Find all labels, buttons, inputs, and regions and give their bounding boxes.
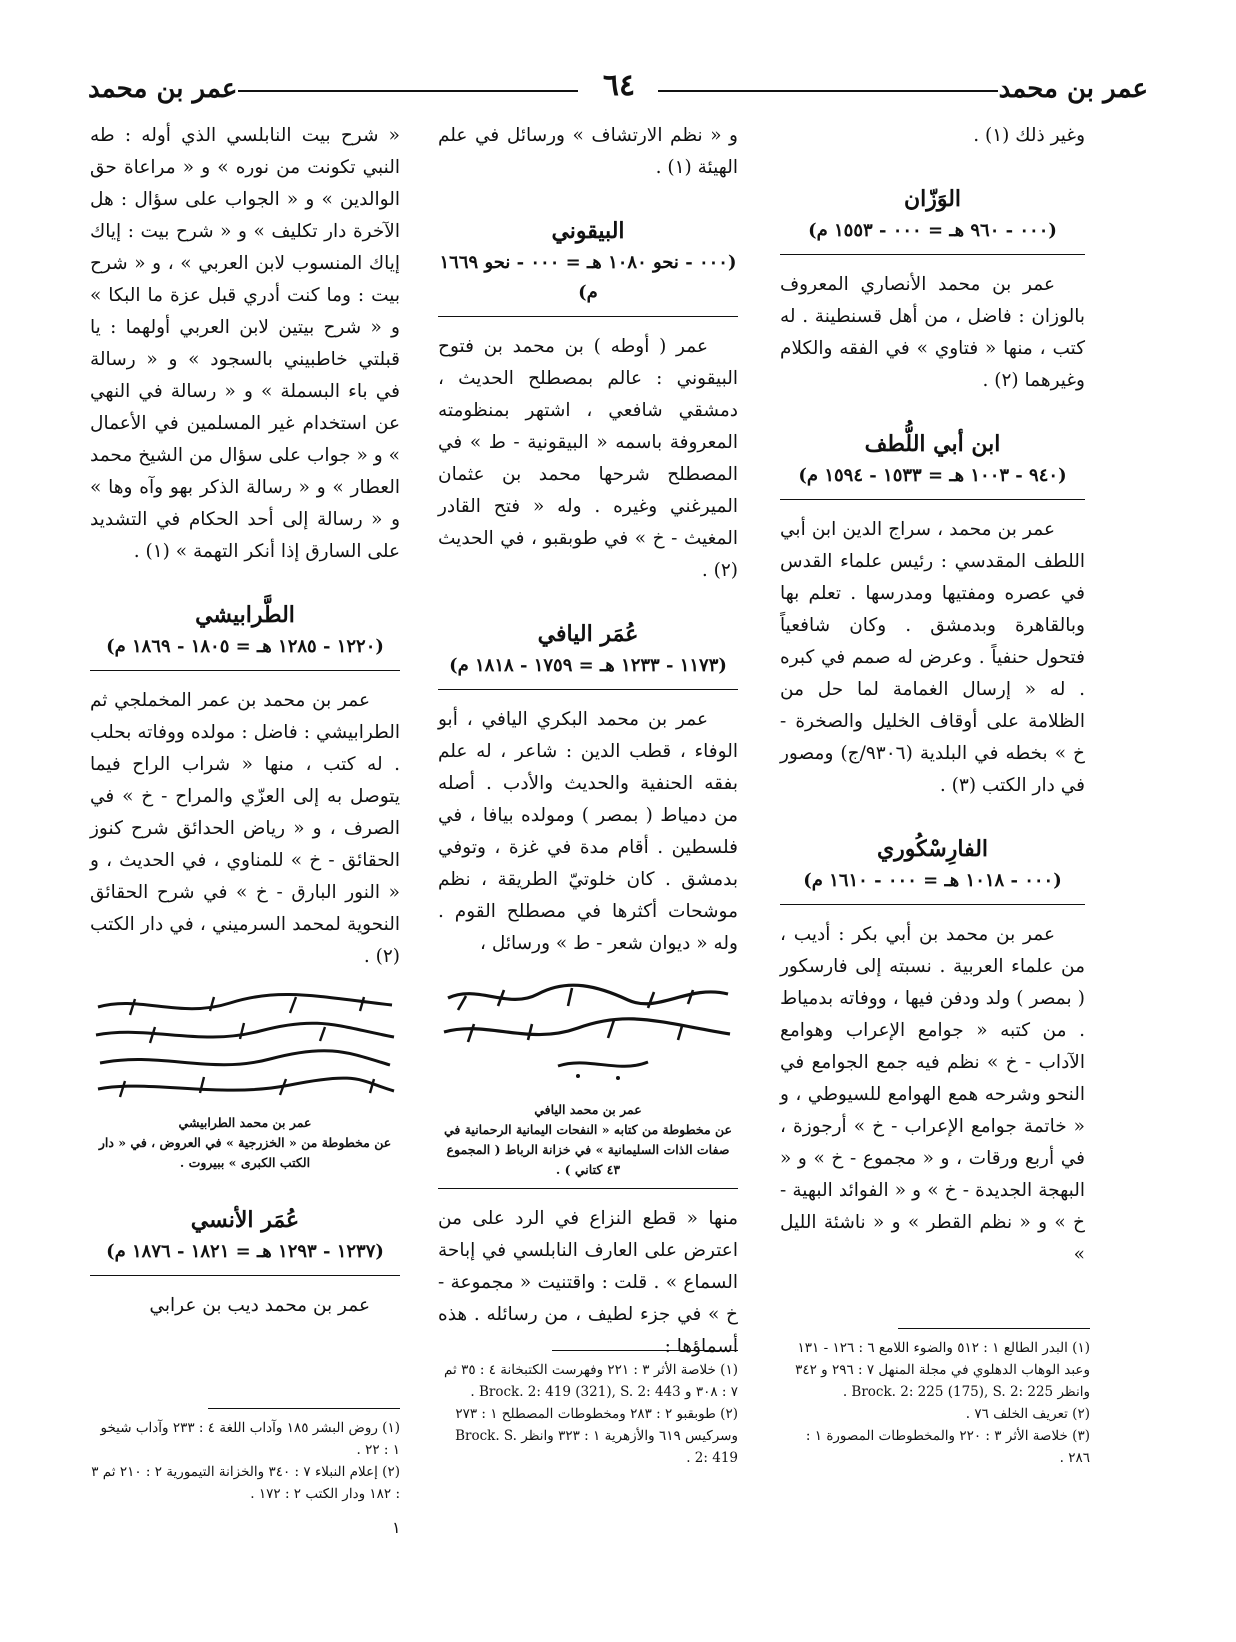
footnote-rule [208,1408,400,1409]
entry-dates: (١٢٣٧ - ١٢٩٣ هـ = ١٨٢١ - ١٨٧٦ م) [106,1241,384,1262]
header-rule-right [658,90,998,92]
entry-divider [90,1275,400,1276]
entry-body: عمر بن محمد ديب بن عرابي [149,1295,370,1316]
entry-dates: (٠٠٠ - نحو ١٠٨٠ هـ = ٠٠٠ - نحو ١٦٦٩ م) [439,252,737,303]
footnote: (٣) خلاصة الأثر ٣ : ٢٢٠ والمخطوطات المصورة ١ : ٢٨٦ . [805,1428,1090,1466]
handwriting-image [90,989,400,1105]
signature-mark: ١ [392,1518,401,1537]
entry-divider [90,670,400,671]
entry-dates: (٩٤٠ - ١٠٠٣ هـ = ١٥٣٣ - ١٥٩٤ م) [798,465,1067,486]
footnote: (١) روض البشر ١٨٥ وآداب اللغة ٤ : ٢٣٣ وآداب شيخو ١ : ٢٢ . [100,1420,400,1458]
page-number: ٦٤ [602,68,636,103]
footnotes-right [780,1328,1090,1469]
footnote: (٢) طوبقبو ٢ : ٢٨٣ ومخطوطات المصطلح ١ : ٢٧٣ وسركيس ٦١٩ والأزهرية ١ : ٣٢٣ وانظر Brock. S. 2: 419 . [455,1406,738,1466]
running-title-right: عمر بن محمد [998,74,1148,104]
handwriting-image [438,976,738,1092]
footnote: (٢) إعلام النبلاء ٧ : ٣٤٠ والخزانة التيمورية ٢ : ٢١٠ ثم ٣ : ١٨٢ ودار الكتب ٢ : ١٧٢ . [91,1464,400,1502]
entry-dates: (٠٠٠ - ١٠١٨ هـ = ٠٠٠ - ١٦١٠ م) [803,870,1062,891]
entry-divider [438,689,738,690]
entry-dates: (٠٠٠ - ٩٦٠ هـ = ٠٠٠ - ١٥٥٣ م) [808,220,1057,241]
running-title-left: عمر بن محمد [88,74,238,104]
entry-divider [780,499,1085,500]
footnote: (١) البدر الطالع ١ : ٥١٢ والضوء اللامع ٦ : ١٢٦ - ١٣١ وعبد الوهاب الدهلوي في مجلة المنهل ٧ : ٢٩٦ و ٣٤٢ وانظر Brock. 2: 225 (175), S. 2: 225 . [795,1340,1090,1400]
footnote: (٢) تعريف الخلف ٧٦ . [965,1406,1090,1422]
manuscript-caption-source: عن مخطوطة من كتابه « النفحات اليمانية الرحمانية في صفات الذات السليمانية » في خزانة الرباط ( المجموع ٤٣ كتاني ) . [443,1122,732,1177]
manuscript-facsimile [438,976,738,1092]
column-middle [438,120,738,1363]
entry-title: البيقوني [551,218,625,244]
manuscript-caption-name: عمر بن محمد الطرابيشي [178,1115,312,1130]
entry-divider [438,316,738,317]
entry-body: عمر بن محمد بن أبي بكر : أديب ، من علماء العربية . نسبته إلى فارسكور ( بمصر ) ولد ودفن فيها ، ووفاته بدمياط . من كتبه « جوامع الإعراب وهوامع الآداب - خ » نظم فيه جمع الجوامع في النحو وشرحه همع الهوامع للسيوطي ، و « خاتمة جوامع الإعراب - خ » أرجوزة ، في أربع ورقات ، و « مجموع - خ » و « البهجة الجديدة - خ » و « الفوائد البهية - خ » و « نظم القطر » و « ناشئة الليل » [780,924,1085,1265]
entry-title: عُمَر الأنسي [190,1207,300,1233]
manuscript-caption-name: عمر بن محمد اليافي [534,1102,642,1117]
page-header [88,68,1148,108]
header-rule-left [238,90,578,92]
entry-title: عُمَر اليافي [537,621,639,647]
column-intro: وغير ذلك (١) . [973,125,1085,146]
footnote-rule [898,1328,1090,1329]
manuscript-facsimile [90,989,400,1105]
footnote: (١) خلاصة الأثر ٣ : ٢٢١ وفهرست الكتبخانة ٤ : ٣٥ ثم ٧ : ٣٠٨ و Brock. 2: 419 (321), S. 2: 443 . [444,1362,738,1400]
entry-body: عمر ( أوطه ) بن محمد بن فتوح البيقوني : عالم بمصطلح الحديث ، دمشقي شافعي ، اشتهر بمنظومته المعروفة باسمه « البيقونية - ط » في المصطلح شرحها محمد بن عثمان الميرغني وغيره . وله « فتح القادر المغيث - خ » في طوبقبو ، في الحديث (٢) . [438,336,738,581]
entry-body: عمر بن محمد البكري اليافي ، أبو الوفاء ، قطب الدين : شاعر ، له علم بفقه الحنفية والحديث والأدب . أصله من دمياط ( بمصر ) ومولده بيافا ، في فلسطين . أقام مدة في غزة ، وتوفي بدمشق . كان خلوتيّ الطريقة ، نظم موشحات أكثرها في مصطلح القوم . وله « ديوان شعر - ط » ورسائل ، [438,709,738,954]
entry-divider [780,254,1085,255]
entry-dates: (١١٧٣ - ١٢٣٣ هـ = ١٧٥٩ - ١٨١٨ م) [449,655,727,676]
entry-divider [780,904,1085,905]
entry-title: ابن أبي اللُّطف [864,431,1001,457]
entry-body: عمر بن محمد الأنصاري المعروف بالوزان : فاضل ، من أهل قسنطينة . له كتب ، منها « فتاوي » في الفقه والكلام وغيرهما (٢) . [780,274,1085,391]
entry-body: عمر بن محمد بن عمر المخملجي ثم الطرابيشي : فاضل : مولده ووفاته بحلب . له كتب ، منها « شراب الراح فيما يتوصل به إلى العزّي والمراح - خ » في الصرف ، و « رياض الحدائق شرح كنوز الحقائق - خ » للمناوي ، في الحديث ، و « النور البارق - خ » في شرح الحقائق النحوية لمحمد السرميني ، في دار الكتب (٢) . [90,690,400,967]
entry-body-continued: منها « قطع النزاع في الرد على من اعترض على العارف النابلسي في إباحة السماع » . قلت : واقتنيت « مجموعة - خ » في جزء لطيف ، من رسائله . هذه أسماؤها : [438,1208,738,1357]
footnotes-left [90,1408,400,1505]
entry-title: الطَّرابيشي [195,602,295,628]
column-left [90,120,400,1322]
entry-title: الفارِسْكُوري [876,836,989,862]
footnote-rule [552,1350,738,1351]
entry-title: الوَزّان [903,186,962,212]
column-intro: « شرح بيت النابلسي الذي أوله : طه النبي تكونت من نوره » و « مراعاة حق الوالدين » و « الجواب على سؤال : هل الآخرة دار تكليف » و « شرح بيت : إياك إياك المنسوب لابن العربي » ، و « شرح بيت : وما كنت أدري قبل عزة ما البكا » و « شرح بيتين لابن العربي أولهما : يا قبلتي خاطبيني بالسجود » و « رسالة في باء البسملة » و « رسالة في النهي عن استخدام غير المسلمين في الأعمال » و « جواب على سؤال من الشيخ محمد العطار » و « رسالة الذكر بهو وآه وها » و « رسالة إلى أحد الحكام في التشديد على السارق إذا أنكر التهمة » (١) . [90,125,400,562]
entry-dates: (١٢٢٠ - ١٢٨٥ هـ = ١٨٠٥ - ١٨٦٩ م) [106,636,384,657]
column-intro: و « نظم الارتشاف » ورسائل في علم الهيئة (١) . [438,125,738,178]
manuscript-caption-source: عن مخطوطة من « الخزرجية » في العروض ، في « دار الكتب الكبرى » ببيروت . [98,1135,392,1170]
footnotes-middle [438,1350,738,1469]
column-right [780,120,1085,1271]
caption-divider [438,1188,738,1189]
entry-body: عمر بن محمد ، سراج الدين ابن أبي اللطف المقدسي : رئيس علماء القدس في عصره ومفتيها ومدرسها . تعلم بها وبالقاهرة وبدمشق . وكان شافعياً فتحول حنفياً . وعرض له صمم في كبره . له « إرسال الغمامة لما حل من الظلامة على أوقاف الخليل والصخرة - خ » بخطه في البلدية (٩٣٠٦/ج) ومصور في دار الكتب (٣) . [780,519,1086,796]
